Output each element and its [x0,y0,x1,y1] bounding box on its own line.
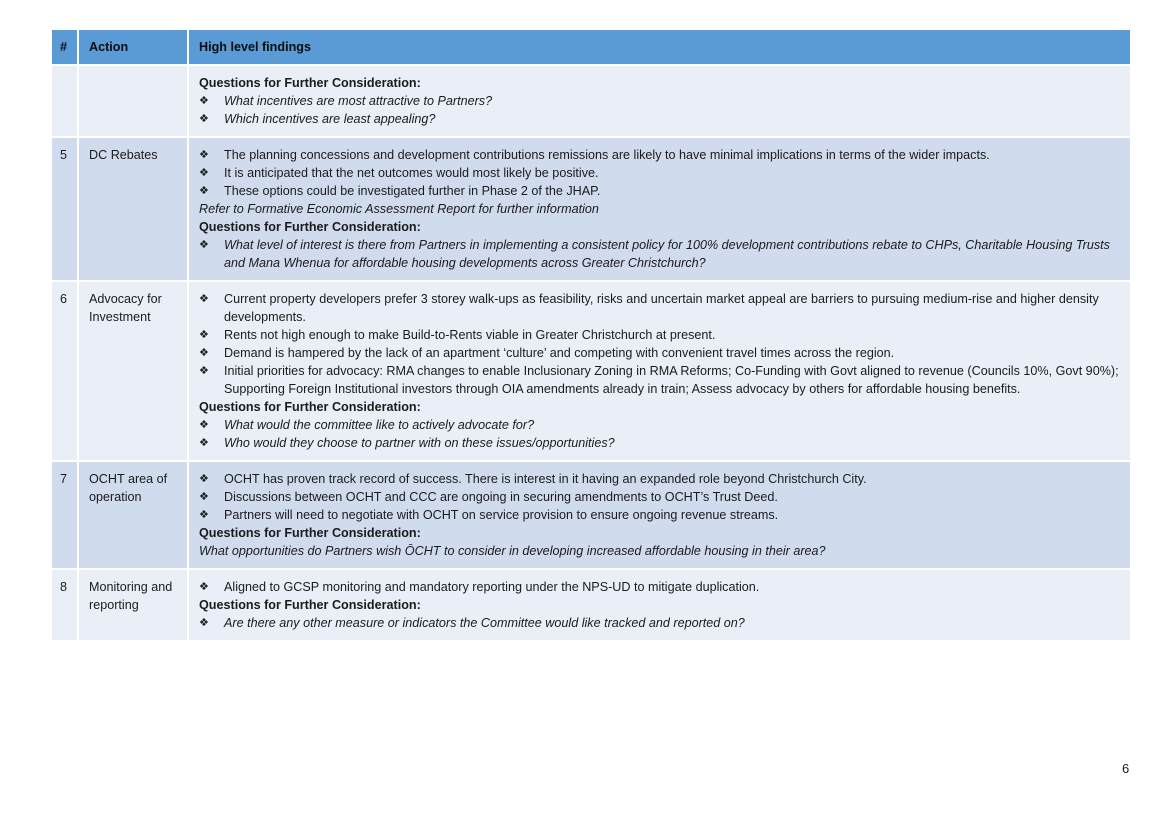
diamond-bullet-icon: ❖ [199,365,209,377]
question-item: ❖ What incentives are most attractive to Partners? [199,94,493,108]
finding-item: ❖ Aligned to GCSP monitoring and mandatory reporting under the NPS-UD to mitigate duplication. [199,580,760,594]
finding-item: ❖ The planning concessions and development contributions remissions are likely to have minimal implications in terms of the wider impacts. [199,148,990,162]
finding-item: ❖ Rents not high enough to make Build-to-Rents viable in Greater Christchurch at present. [199,328,716,342]
findings-table [52,30,1130,640]
diamond-bullet-icon: ❖ [199,149,209,161]
diamond-bullet-icon: ❖ [199,419,209,431]
finding-item: ❖ Demand is hampered by the lack of an apartment ‘culture’ and competing with convenient travel times across the region. [199,346,895,360]
finding-item: ❖ Discussions between OCHT and CCC are ongoing in securing amendments to OCHT’s Trust Deed. [199,490,778,504]
table-row [52,460,1130,568]
questions-heading: Questions for Further Consideration: [199,76,421,90]
row-action: Advocacy for Investment [79,280,189,460]
question-item: ❖ Which incentives are least appealing? [199,112,436,126]
header-action: Action [79,30,189,64]
header-num: # [52,30,79,64]
table-row [52,280,1130,460]
finding-item: ❖ Current property developers prefer 3 storey walk-ups as feasibility, risks and uncertain market appeal are barriers to pursuing medium-rise and higher density developments. [199,292,1099,324]
diamond-bullet-icon: ❖ [199,347,209,359]
diamond-bullet-icon: ❖ [199,491,209,503]
diamond-bullet-icon: ❖ [199,473,209,485]
row-findings [189,64,1130,136]
questions-heading: Questions for Further Consideration: [199,598,421,612]
finding-item: ❖ Partners will need to negotiate with OCHT on service provision to ensure ongoing revenue streams. [199,508,779,522]
row-num [52,64,79,136]
questions-heading: Questions for Further Consideration: [199,400,421,414]
table-row [52,64,1130,136]
questions-heading: Questions for Further Consideration: [199,220,421,234]
diamond-bullet-icon: ❖ [199,437,209,449]
question-item: ❖ What level of interest is there from Partners in implementing a consistent policy for 100% development contributions rebate to CHPs, Charitable Housing Trusts and Mana Whenua for affordable housing developments across Greater Christchurch? [199,238,1110,270]
diamond-bullet-icon: ❖ [199,113,209,125]
diamond-bullet-icon: ❖ [199,509,209,521]
table-header-row [52,30,1130,64]
question-text: What opportunities do Partners wish ŌCHT to consider in developing increased affordable housing in their area? [199,544,826,558]
diamond-bullet-icon: ❖ [199,293,209,305]
row-num: 5 [52,136,79,280]
row-num: 6 [52,280,79,460]
finding-item: ❖ Initial priorities for advocacy: RMA changes to enable Inclusionary Zoning in RMA Reforms; Co-Funding with Govt aligned to revenue (Councils 10%, Govt 90%); Supporting Foreign Institutional investors through OIA amendments already in train; Assess advocacy by others for affordable housing benefits. [199,364,1119,396]
row-action: DC Rebates [79,136,189,280]
diamond-bullet-icon: ❖ [199,329,209,341]
reference-note: Refer to Formative Economic Assessment Report for further information [199,202,599,216]
row-findings [189,136,1130,280]
question-item: ❖ Who would they choose to partner with on these issues/opportunities? [199,436,615,450]
finding-item: ❖ OCHT has proven track record of success. There is interest in it having an expanded role beyond Christchurch City. [199,472,867,486]
diamond-bullet-icon: ❖ [199,581,209,593]
row-action: OCHT area of operation [79,460,189,568]
row-findings [189,280,1130,460]
row-num: 7 [52,460,79,568]
row-findings [189,568,1130,640]
diamond-bullet-icon: ❖ [199,95,209,107]
question-item: ❖ What would the committee like to actively advocate for? [199,418,535,432]
header-findings: High level findings [189,30,1130,64]
finding-item: ❖ These options could be investigated further in Phase 2 of the JHAP. [199,184,601,198]
row-num: 8 [52,568,79,640]
page-number: 6 [1122,761,1130,776]
row-action: Monitoring and reporting [79,568,189,640]
diamond-bullet-icon: ❖ [199,239,209,251]
questions-heading: Questions for Further Consideration: [199,526,421,540]
row-findings [189,460,1130,568]
row-action [79,64,189,136]
question-item: ❖ Are there any other measure or indicators the Committee would like tracked and reported on? [199,616,745,630]
diamond-bullet-icon: ❖ [199,185,209,197]
diamond-bullet-icon: ❖ [199,617,209,629]
finding-item: ❖ It is anticipated that the net outcomes would most likely be positive. [199,166,599,180]
diamond-bullet-icon: ❖ [199,167,209,179]
table-row [52,136,1130,280]
table-row [52,568,1130,640]
